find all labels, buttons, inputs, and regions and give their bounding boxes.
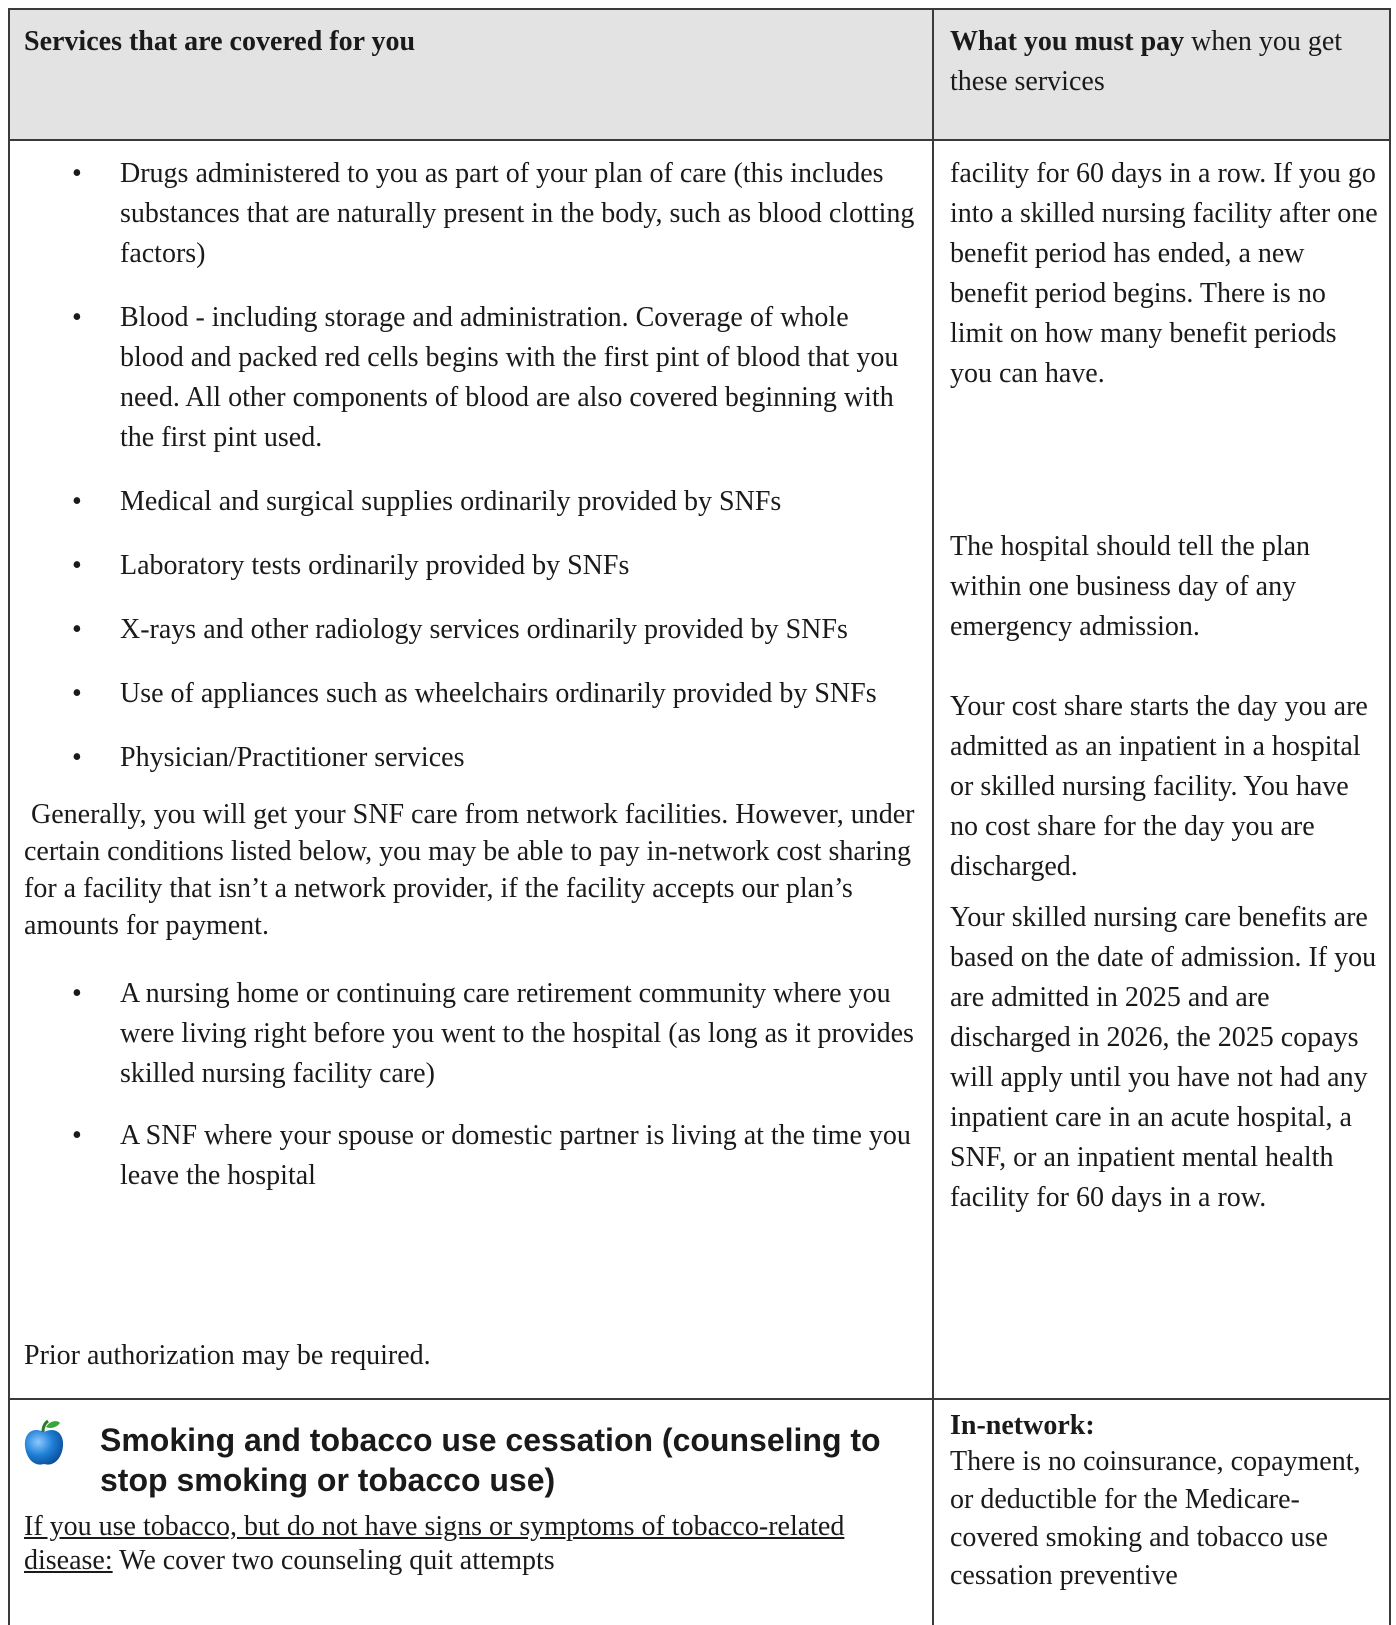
bullet-icon: •: [72, 550, 82, 581]
snf-cost-paragraph-2: The hospital should tell the plan within one business day of any emergency admission.: [950, 531, 1311, 642]
bullet-icon: •: [72, 978, 82, 1009]
smoking-in-network-label: In-network:: [950, 1410, 1095, 1441]
snf-bullet-list-top: [24, 154, 919, 778]
list-item: • Laboratory tests ordinarily provided by SNFs: [24, 546, 919, 586]
list-item: • A nursing home or continuing care retirement community where you were living right before you went to the hospital (as long as it provides skilled nursing facility care): [24, 974, 919, 1094]
list-item: • Drugs administered to you as part of your plan of care (this includes substances that are naturally present in the body, such as blood clotting factors): [24, 154, 919, 274]
apple-icon: [22, 1418, 66, 1468]
header-left: [24, 22, 914, 62]
snf-services-cell: [24, 154, 922, 1220]
list-item: • Use of appliances such as wheelchairs ordinarily provided by SNFs: [24, 674, 919, 714]
snf-cost-paragraph-1: facility for 60 days in a row. If you go into a skilled nursing facility after one benefit period has ended, a new benefit period begins. There is no limit on how many benefit periods you can have.: [950, 158, 1378, 389]
list-item: • A SNF where your spouse or domestic partner is living at the time you leave the hospital: [24, 1116, 919, 1196]
smoking-section-title: Smoking and tobacco use cessation (counseling to stop smoking or tobacco use): [100, 1422, 881, 1498]
list-item: • Physician/Practitioner services: [24, 738, 919, 778]
list-item: • X-rays and other radiology services ordinarily provided by SNFs: [24, 610, 919, 650]
list-item: • Blood - including storage and administration. Coverage of whole blood and packed red cells begins with the first pint of blood that you need. All other components of blood are also covered beginning with the first pint used.: [24, 298, 919, 458]
snf-bullet-list-bottom: [24, 974, 919, 1196]
table-border-right: [1389, 8, 1391, 1625]
snf-prior-authorization: Prior authorization may be required.: [24, 1340, 431, 1371]
bullet-icon: •: [72, 742, 82, 773]
smoking-coverage-rest: We cover two counseling quit attempts: [112, 1545, 555, 1576]
smoking-in-network-text: There is no coinsurance, copayment, or deductible for the Medicare-covered smoking and tobacco use cessation preventive: [950, 1446, 1361, 1591]
snf-cost-paragraph-4: Your skilled nursing care benefits are based on the date of admission. If you are admitted in 2025 and are discharged in 2026, the 2025 copays will apply until you have not had any inpatient care in an acute hospital, a SNF, or an inpatient mental health facility for 60 days in a row.: [950, 902, 1377, 1213]
table-border-header-bottom: [8, 139, 1391, 141]
bullet-icon: •: [72, 158, 82, 189]
table-border-left: [8, 8, 10, 1625]
smoking-condition-underlined: If you use tobacco, but do not have signs or symptoms of tobacco-related disease:: [24, 1511, 845, 1576]
list-item: • Medical and surgical supplies ordinarily provided by SNFs: [24, 482, 919, 522]
table-border-row-divider: [8, 1398, 1391, 1400]
smoking-coverage-text: [24, 1510, 919, 1578]
bullet-icon: •: [72, 1120, 82, 1151]
snf-generally-paragraph: Generally, you will get your SNF care from network facilities. However, under certain conditions listed below, you may be able to pay in-network cost sharing for a facility that isn’t a network provider, if the facility accepts our plan’s amounts for payment.: [24, 799, 922, 941]
bullet-icon: •: [72, 678, 82, 709]
bullet-icon: •: [72, 486, 82, 517]
bullet-icon: •: [72, 614, 82, 645]
header-what-you-pay: What you must pay: [950, 26, 1185, 57]
header-what-you-pay-rest: when you get these services: [950, 26, 1343, 97]
bullet-icon: •: [72, 302, 82, 333]
table-border-top: [8, 8, 1391, 10]
snf-cost-paragraph-3: Your cost share starts the day you are admitted as an inpatient in a hospital or skilled nursing facility. You have no cost share for the day you are discharged.: [950, 691, 1368, 882]
header-services-covered: Services that are covered for you: [24, 26, 416, 57]
header-right: [950, 22, 1380, 102]
table-column-divider: [932, 8, 934, 1625]
